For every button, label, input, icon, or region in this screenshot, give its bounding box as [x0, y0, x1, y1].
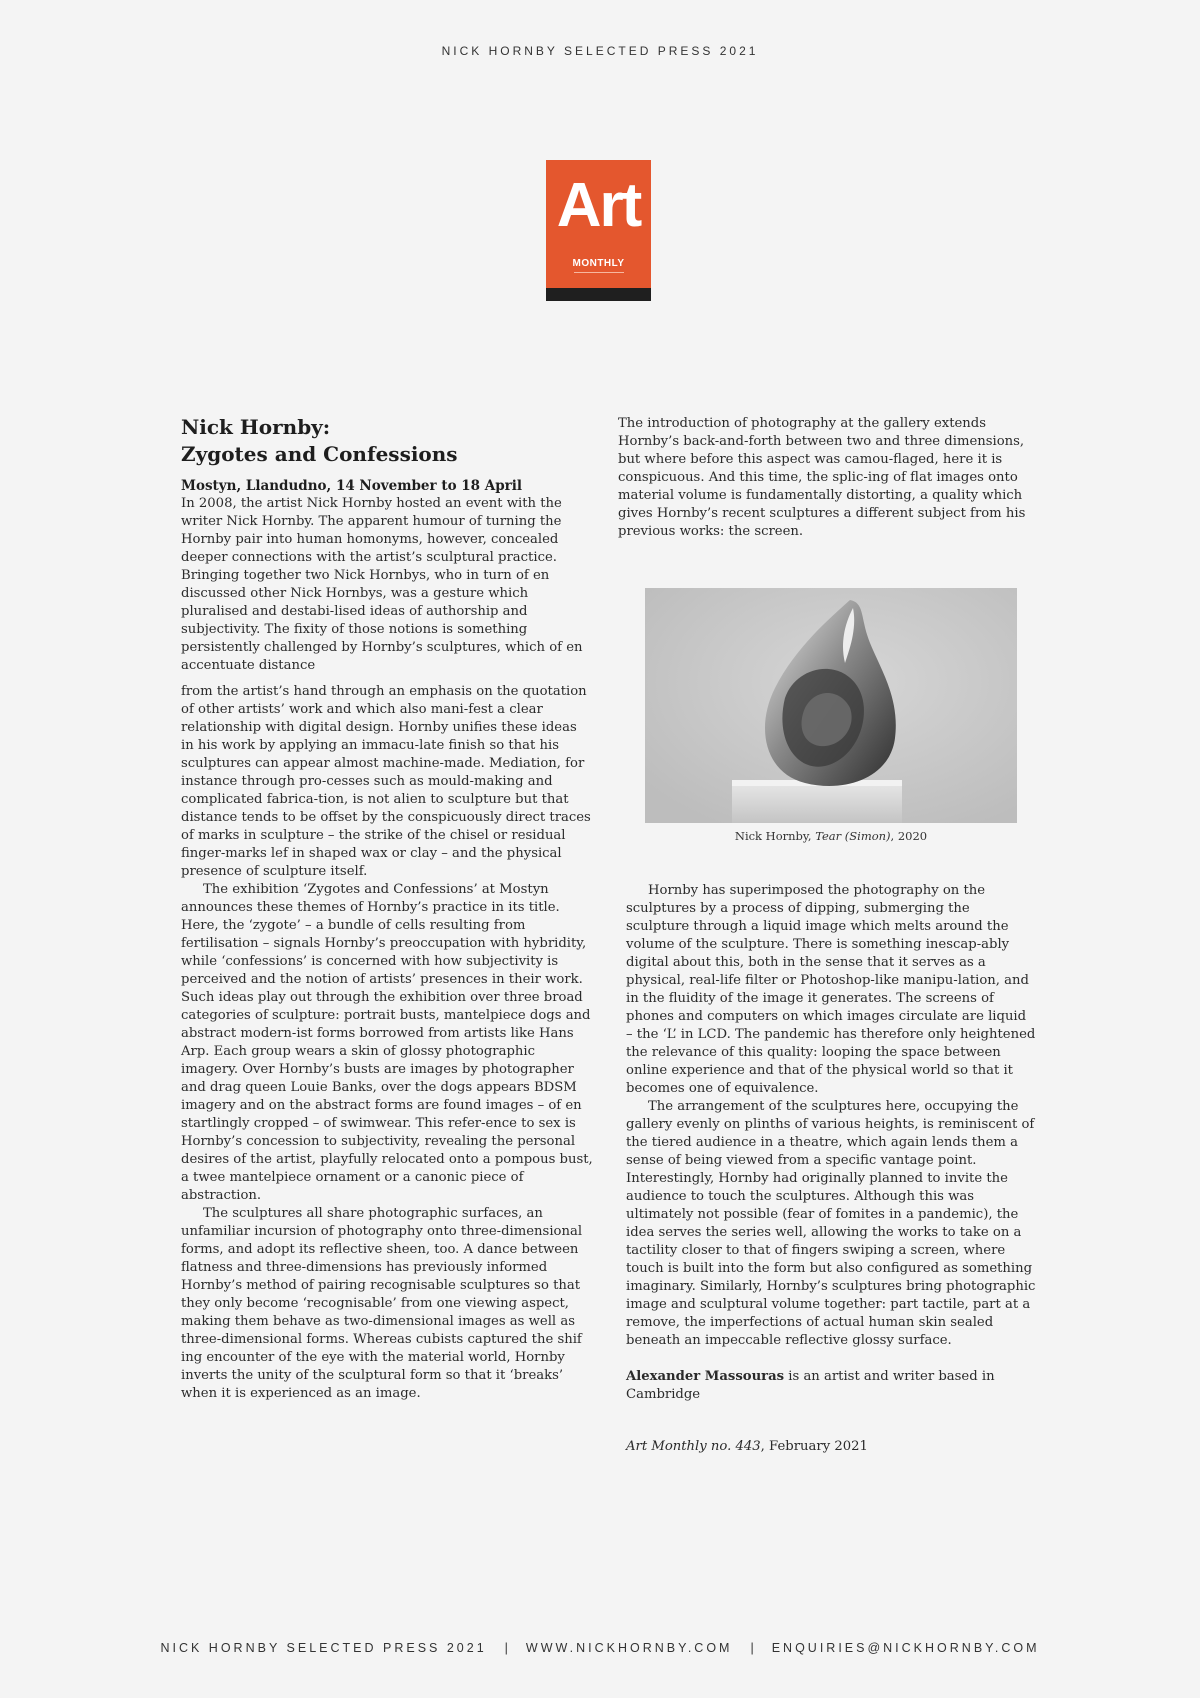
article-title	[181, 414, 593, 468]
author-bio: Alexander Massouras is an artist and writer based in Cambridge	[626, 1369, 995, 1402]
page-header: NICK HORNBY SELECTED PRESS 2021	[441, 44, 759, 58]
paragraph: In 2008, the artist Nick Hornby hosted an event with the writer Nick Hornby. The apparent humour of turning the Hornby pair into human homonyms, however, concealed deeper connections with the artist’s sculptural practice. Bringing together two Nick Hornbys, who in turn of en discussed other Nick Hornbys, was a gesture which pluralised and destabi-lised ideas of authorship and subjectivity. The fixity of those notions is something persistently challenged by Hornby’s sculptures, which of en accentuate distance	[181, 496, 583, 673]
footer-separator: |	[750, 1641, 754, 1655]
source-line: Art Monthly no. 443, February 2021	[626, 1439, 868, 1454]
right-column-bottom	[626, 882, 1036, 1456]
paragraph: The arrangement of the sculptures here, occupying the gallery evenly on plinths of various heights, is reminiscent of the tiered audience in a theatre, which again lends them a sense of being viewed from a specific vantage point. Interestingly, Hornby had originally planned to invite the audience to touch the sculptures. Although this was ultimately not possible (fear of fomites in a pandemic), the idea serves the series well, allowing the works to take on a tactility closer to that of fingers swiping a screen, where touch is built into the form but also configured as something imaginary. Similarly, Hornby’s sculptures bring photographic image and sculptural volume together: part tactile, part at a remove, the imperfections of actual human skin sealed beneath an impeccable reflective glossy surface.	[626, 1099, 1036, 1348]
sculpture-illustration	[645, 588, 1017, 823]
paragraph: The introduction of photography at the gallery extends Hornby’s back-and-forth between two and three dimensions, but where before this aspect was camou-flaged, here it is conspicuous. And this time, the splic-ing of flat images onto material volume is fundamentally distorting, a quality which gives Hornby’s recent sculptures a different subject from his previous works: the screen.	[618, 416, 1026, 539]
paragraph: Hornby has superimposed the photography on the sculptures by a process of dipping, submerging the sculpture through a liquid image which melts around the volume of the sculpture. There is something inescap-ably digital about this, both in the sense that it serves as a physical, real-life filter or Photoshop-like manipu-lation, and in the fluidity of the image it generates. The screens of phones and computers on which images circulate are liquid – the ‘L’ in LCD. The pandemic has therefore only heightened the relevance of this quality: looping the space between online experience and that of the physical world so that it becomes one of equivalence.	[626, 883, 1036, 1096]
photo-caption: Nick Hornby, Tear (Simon), 2020	[734, 829, 928, 843]
author-name: Alexander Massouras	[626, 1369, 785, 1384]
sculpture-photo	[645, 588, 1017, 823]
paragraph: from the artist’s hand through an emphasis on the quotation of other artists’ work and which also mani-fest a clear relationship with digital design. Hornby unifies these ideas in his work by applying an immacu-late finish so that his sculptures can appear almost machine-made. Mediation, for instance through pro-cesses such as mould-making and complicated fabrica-tion, is not alien to sculpture but that distance tends to be offset by the conspicuously direct traces of marks in sculpture – the strike of the chisel or residual finger-marks lef in shaped wax or clay – and the physical presence of sculpture itself.	[181, 684, 591, 879]
logo-band	[546, 288, 651, 301]
logo-word: Art	[556, 171, 641, 240]
title-line-2: Zygotes and Confessions	[181, 442, 458, 466]
left-column	[181, 414, 593, 1403]
logo-rule	[574, 272, 624, 273]
footer-website-link[interactable]: WWW.NICKHORNBY.COM	[525, 1641, 733, 1655]
paragraph: The exhibition ‘Zygotes and Confessions’ at Mostyn announces these themes of Hornby’s practice in its title. Here, the ‘zygote’ – a bundle of cells resulting from fertilisation – signals Hornby’s preoccupation with hybridity, while ‘confessions’ is concerned with how subjectivity is perceived and the notion of artists’ presences in their work. Such ideas play out through the exhibition over three broad categories of sculpture: portrait busts, mantelpiece dogs and abstract modern-ist forms borrowed from artists like Hans Arp. Each group wears a skin of glossy photographic imagery. Over Hornby’s busts are images by photographer and drag queen Louie Banks, over the dogs appears BDSM imagery and on the abstract forms are found images – of en startlingly cropped – of swimwear. This refer-ence to sex is Hornby’s concession to subjectivity, revealing the personal desires of the artist, playfully relocated onto a pompous bust, a twee mantelpiece ornament or a canonic piece of abstraction.	[181, 882, 593, 1203]
caption-title: Tear (Simon)	[815, 829, 891, 843]
article-venue: Mostyn, Llandudno, 14 November to 18 April	[181, 478, 523, 494]
logo-sub: MONTHLY	[572, 258, 625, 269]
page-footer	[0, 1641, 1200, 1655]
footer-title: NICK HORNBY SELECTED PRESS 2021	[160, 1641, 487, 1655]
source-title: Art Monthly no. 443	[626, 1439, 761, 1454]
footer-email-link[interactable]: ENQUIRIES@NICKHORNBY.COM	[771, 1641, 1040, 1655]
paragraph: The sculptures all share photographic surfaces, an unfamiliar incursion of photography onto three-dimensional forms, and adopt its reflective sheen, too. A dance between flatness and three-dimensions has previously informed Hornby’s method of pairing recognisable sculptures so that they only become ‘recognisable’ from one viewing aspect, making them behave as two-dimensional images as well as three-dimensional forms. Whereas cubists captured the shif ing encounter of the eye with the material world, Hornby inverts the unity of the sculptural form so that it ‘breaks’ when it is experienced as an image.	[181, 1206, 583, 1401]
title-line-1: Nick Hornby:	[181, 415, 331, 439]
right-column-top	[618, 415, 1028, 541]
footer-separator: |	[504, 1641, 508, 1655]
art-monthly-logo	[546, 160, 651, 301]
